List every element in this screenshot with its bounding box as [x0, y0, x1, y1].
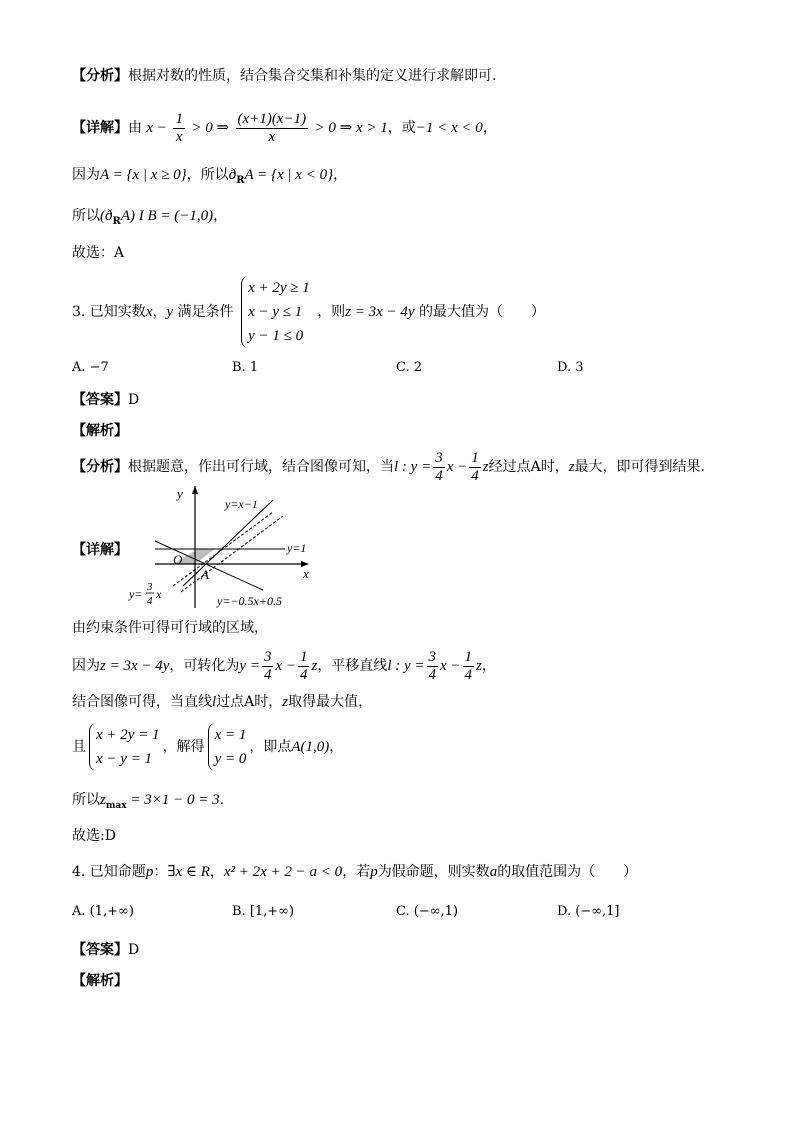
text: 经过点A时，	[488, 459, 569, 475]
math: z = 3x − 4y	[100, 658, 170, 674]
text: ，则	[317, 304, 346, 320]
text: 满足条件	[173, 304, 234, 320]
text: 过点A时，	[216, 694, 283, 710]
text: ，即点	[249, 739, 292, 755]
text: 且	[72, 739, 86, 755]
num: (x+1)(x−1)	[237, 110, 307, 127]
s2	[72, 645, 496, 687]
q3-choice: 故选:D	[72, 828, 116, 844]
text: 的最大值为（ ）	[414, 304, 546, 320]
eq: y − 1 ≤ 0	[248, 328, 304, 344]
math: l : y =	[394, 459, 432, 475]
text: 结合图像可得，当直线	[72, 694, 212, 710]
num: 1	[471, 449, 479, 466]
math: z	[568, 459, 575, 475]
text: 所以	[72, 792, 100, 808]
text: 的取值范围为（ ）	[497, 864, 638, 880]
text: 因为	[72, 658, 100, 674]
answer: D	[128, 942, 140, 958]
label-frac-den: 4	[147, 595, 153, 607]
math: z	[100, 792, 106, 808]
q4-option-a: A. (1,+∞)	[72, 904, 134, 919]
math: l : y =	[387, 658, 425, 674]
feasible-region-graph	[125, 486, 315, 610]
den: 4	[471, 467, 479, 484]
math: z	[282, 694, 289, 710]
text: ：	[153, 864, 168, 880]
text: 因为	[72, 167, 100, 183]
question-4	[72, 862, 637, 882]
q-number: 4. 已知命题	[72, 864, 146, 880]
text: 由	[128, 120, 142, 136]
math: A(1,0)	[291, 739, 330, 755]
math: ð	[228, 167, 237, 183]
detail-line-2	[72, 165, 347, 191]
num: 1	[464, 648, 473, 665]
fraction	[262, 649, 274, 684]
num: 3	[428, 648, 437, 665]
label-y-3-4x-pre: y=	[129, 587, 143, 601]
text: ，	[329, 739, 344, 755]
math: A = {x | x < 0}	[244, 167, 334, 183]
text: ，	[209, 864, 224, 880]
math: y	[166, 304, 174, 320]
math: z	[311, 658, 318, 674]
eq: x = 1	[214, 727, 247, 743]
s3	[72, 692, 372, 712]
math: −1 < x < 0	[415, 120, 483, 136]
label-frac-num: 3	[147, 581, 153, 593]
den: x	[175, 128, 183, 145]
text: 取得最大值，	[288, 694, 373, 710]
q4-option-b: B. [1,+∞)	[232, 904, 295, 919]
math: A = {x | x ≥ 0}	[100, 167, 187, 183]
math: > 0 ⇒ x > 1	[314, 120, 388, 136]
den: 4	[464, 666, 473, 683]
s1: 由约束条件可得可行域的区域，	[72, 620, 268, 636]
math: x −	[275, 658, 296, 674]
text: ，解得	[162, 739, 205, 755]
label-a: A	[201, 567, 209, 582]
fraction	[463, 649, 475, 684]
math: p	[370, 864, 378, 880]
detail-line-1	[72, 108, 497, 148]
math: > 0 ⇒	[191, 120, 230, 136]
q4-jiexi-tag: 【解析】	[72, 973, 128, 989]
text: ，所以	[186, 167, 229, 183]
answer-tag: 【答案】	[72, 942, 128, 958]
eq: x − y ≤ 1	[248, 304, 303, 320]
math: p	[145, 864, 154, 880]
constraint-system	[241, 276, 310, 348]
q4-answer-line	[72, 940, 139, 960]
analysis-tag: 【分析】	[72, 68, 128, 84]
line-y-x-1	[183, 500, 273, 586]
text: ，或	[387, 120, 416, 136]
math: z = 3x − 4y	[345, 304, 415, 320]
option-b: B. 1	[232, 360, 259, 375]
question-3	[72, 276, 545, 348]
s5	[72, 790, 224, 816]
num: 3	[263, 648, 272, 665]
q4-option-d: D. (−∞,1]	[557, 904, 620, 919]
analysis-text: 根据对数的性质，结合集合交集和补集的定义进行求解即可.	[128, 68, 497, 84]
text: ，	[152, 304, 167, 320]
text: 最大，即可得到结果.	[574, 459, 705, 475]
option-d: D. 3	[557, 360, 584, 375]
math: (ð	[100, 208, 113, 224]
math: = 3×1 − 0 = 3	[126, 792, 220, 808]
math: z	[476, 658, 482, 674]
line-y-neg-half	[155, 541, 263, 590]
num: 1	[175, 110, 183, 127]
text: 所以	[72, 208, 100, 224]
text: 根据题意，作出可行域，结合图像可知，当	[128, 459, 394, 475]
num: 1	[299, 648, 308, 665]
detail-tag: 【详解】	[72, 542, 128, 558]
fraction	[298, 649, 310, 684]
math: x −	[446, 459, 468, 475]
label-y-3-4x-post: x	[156, 587, 162, 601]
text: ，若	[342, 864, 371, 880]
math: l	[212, 694, 217, 710]
math: y =	[239, 658, 260, 674]
math: ∃x ∈ R	[167, 864, 210, 880]
eq: x + 2y ≥ 1	[248, 280, 310, 296]
math: x −	[440, 658, 461, 674]
q-number: 3. 已知实数	[72, 304, 146, 320]
y-axis-arrow	[192, 486, 198, 494]
fraction	[433, 450, 445, 485]
den: 4	[263, 666, 272, 683]
den: 4	[435, 467, 443, 484]
eq: y = 0	[214, 751, 247, 767]
eq: x + 2y = 1	[96, 727, 160, 743]
option-a: A. −7	[72, 360, 109, 375]
den: 4	[428, 666, 437, 683]
choice-line: 故选：A	[72, 245, 125, 261]
answer-tag: 【答案】	[72, 392, 128, 408]
fraction	[236, 111, 309, 146]
fraction	[427, 649, 439, 684]
answer: D	[128, 392, 140, 408]
sub: R	[112, 215, 121, 227]
q4-option-c: C. (−∞,1)	[396, 904, 459, 919]
math: a	[489, 864, 498, 880]
sub: max	[105, 800, 127, 811]
text: 为假命题，则实数	[377, 864, 490, 880]
answer-line	[72, 390, 139, 410]
eq: x − y = 1	[96, 751, 153, 767]
math: A) I B = (−1,0)	[120, 208, 214, 224]
jiexi-tag: 【解析】	[72, 423, 128, 439]
den: 4	[299, 666, 308, 683]
analysis-tag: 【分析】	[72, 459, 128, 475]
text: ，平移直线	[317, 658, 388, 674]
label-origin: O	[173, 552, 183, 567]
label-x: x	[303, 566, 309, 581]
text: .	[219, 792, 225, 808]
text: ，	[213, 208, 228, 224]
math: z	[482, 459, 489, 475]
text: ，	[482, 120, 497, 136]
math: x −	[146, 120, 167, 136]
label-y-neg-half: y=−0.5x+0.5	[217, 594, 282, 608]
fraction	[173, 111, 185, 146]
s4	[72, 722, 343, 772]
system-2	[208, 723, 247, 771]
text: ，可转化为	[169, 658, 240, 674]
analysis-line-1	[72, 66, 496, 86]
option-c: C. 2	[396, 360, 423, 375]
text: ，	[481, 658, 496, 674]
label-y: y	[177, 486, 183, 501]
num: 3	[435, 449, 443, 466]
label-y-x-1: y=x−1	[225, 497, 258, 511]
math: x	[145, 304, 153, 320]
detail-line-3	[72, 206, 227, 232]
fraction	[469, 450, 481, 485]
q3-analysis	[72, 446, 705, 488]
math: x² + 2x + 2 − a < 0	[223, 864, 343, 880]
text: ，	[333, 167, 348, 183]
den: x	[268, 128, 276, 145]
detail-tag: 【详解】	[72, 120, 128, 136]
label-y-1: y=1	[287, 541, 307, 555]
sub: R	[236, 174, 245, 186]
system-1	[89, 723, 160, 771]
